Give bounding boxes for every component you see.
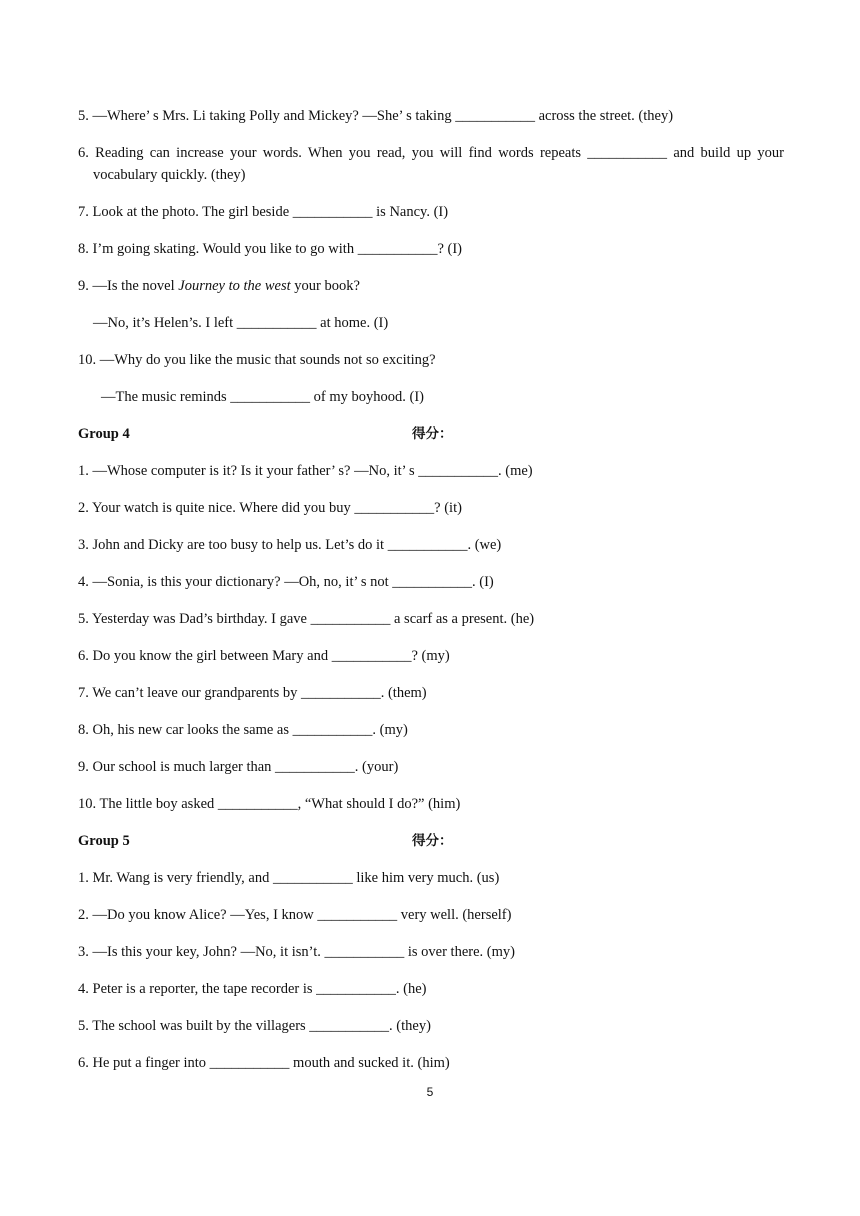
question-g4-2: 2. Your watch is quite nice. Where did you buy ___________? (it) bbox=[78, 500, 462, 516]
question-g3-6-cont: vocabulary quickly. (they) bbox=[93, 167, 246, 183]
question-g5-2: 2. —Do you know Alice? —Yes, I know ___________ very well. (herself) bbox=[78, 907, 512, 923]
question-g5-1: 1. Mr. Wang is very friendly, and ___________ like him very much. (us) bbox=[78, 870, 500, 886]
question-g3-6: 6. Reading can increase your words. When you read, you will find words repeats ___________ and build up your bbox=[78, 145, 784, 161]
question-g4-10: 10. The little boy asked ___________, “What should I do?” (him) bbox=[78, 796, 461, 812]
question-g3-5: 5. —Where’ s Mrs. Li taking Polly and Mickey? —She’ s taking ___________ across the street. (they) bbox=[78, 108, 674, 124]
question-g4-6: 6. Do you know the girl between Mary and ___________? (my) bbox=[78, 648, 450, 664]
question-text: 9. —Is the novel bbox=[78, 278, 179, 294]
question-g3-9 bbox=[78, 277, 360, 295]
question-g4-9: 9. Our school is much larger than ___________. (your) bbox=[78, 759, 399, 775]
question-g4-8: 8. Oh, his new car looks the same as ___________. (my) bbox=[78, 722, 408, 738]
group-4-heading: Group 4 bbox=[78, 426, 130, 442]
question-g4-4: 4. —Sonia, is this your dictionary? —Oh, no, it’ s not ___________. (I) bbox=[78, 574, 494, 590]
question-g3-8: 8. I’m going skating. Would you like to go with ___________? (I) bbox=[78, 241, 462, 257]
page-number: 5 bbox=[426, 1085, 434, 1099]
question-g5-6: 6. He put a finger into ___________ mouth and sucked it. (him) bbox=[78, 1055, 450, 1071]
question-text: your book? bbox=[290, 278, 360, 294]
group-4-score-label: 得分： bbox=[412, 426, 453, 442]
question-g4-3: 3. John and Dicky are too busy to help us. Let’s do it ___________. (we) bbox=[78, 537, 502, 553]
question-g4-1: 1. —Whose computer is it? Is it your father’ s? —No, it’ s ___________. (me) bbox=[78, 463, 533, 479]
group-5-heading: Group 5 bbox=[78, 833, 130, 849]
question-g3-7: 7. Look at the photo. The girl beside ___________ is Nancy. (I) bbox=[78, 204, 449, 220]
question-g5-4: 4. Peter is a reporter, the tape recorder is ___________. (he) bbox=[78, 981, 427, 997]
question-g5-5: 5. The school was built by the villagers ___________. (they) bbox=[78, 1018, 431, 1034]
question-g4-5: 5. Yesterday was Dad’s birthday. I gave ___________ a scarf as a present. (he) bbox=[78, 611, 535, 627]
question-g3-10: 10. —Why do you like the music that sounds not so exciting? bbox=[78, 352, 436, 368]
group-5-score-label: 得分： bbox=[412, 833, 453, 849]
question-g3-10-answer: —The music reminds ___________ of my boyhood. (I) bbox=[101, 389, 424, 405]
novel-title: Journey to the west bbox=[178, 278, 291, 294]
question-g5-3: 3. —Is this your key, John? —No, it isn’t. ___________ is over there. (my) bbox=[78, 944, 515, 960]
question-g4-7: 7. We can’t leave our grandparents by ___________. (them) bbox=[78, 685, 427, 701]
question-g3-9-answer: —No, it’s Helen’s. I left ___________ at home. (I) bbox=[93, 315, 389, 331]
